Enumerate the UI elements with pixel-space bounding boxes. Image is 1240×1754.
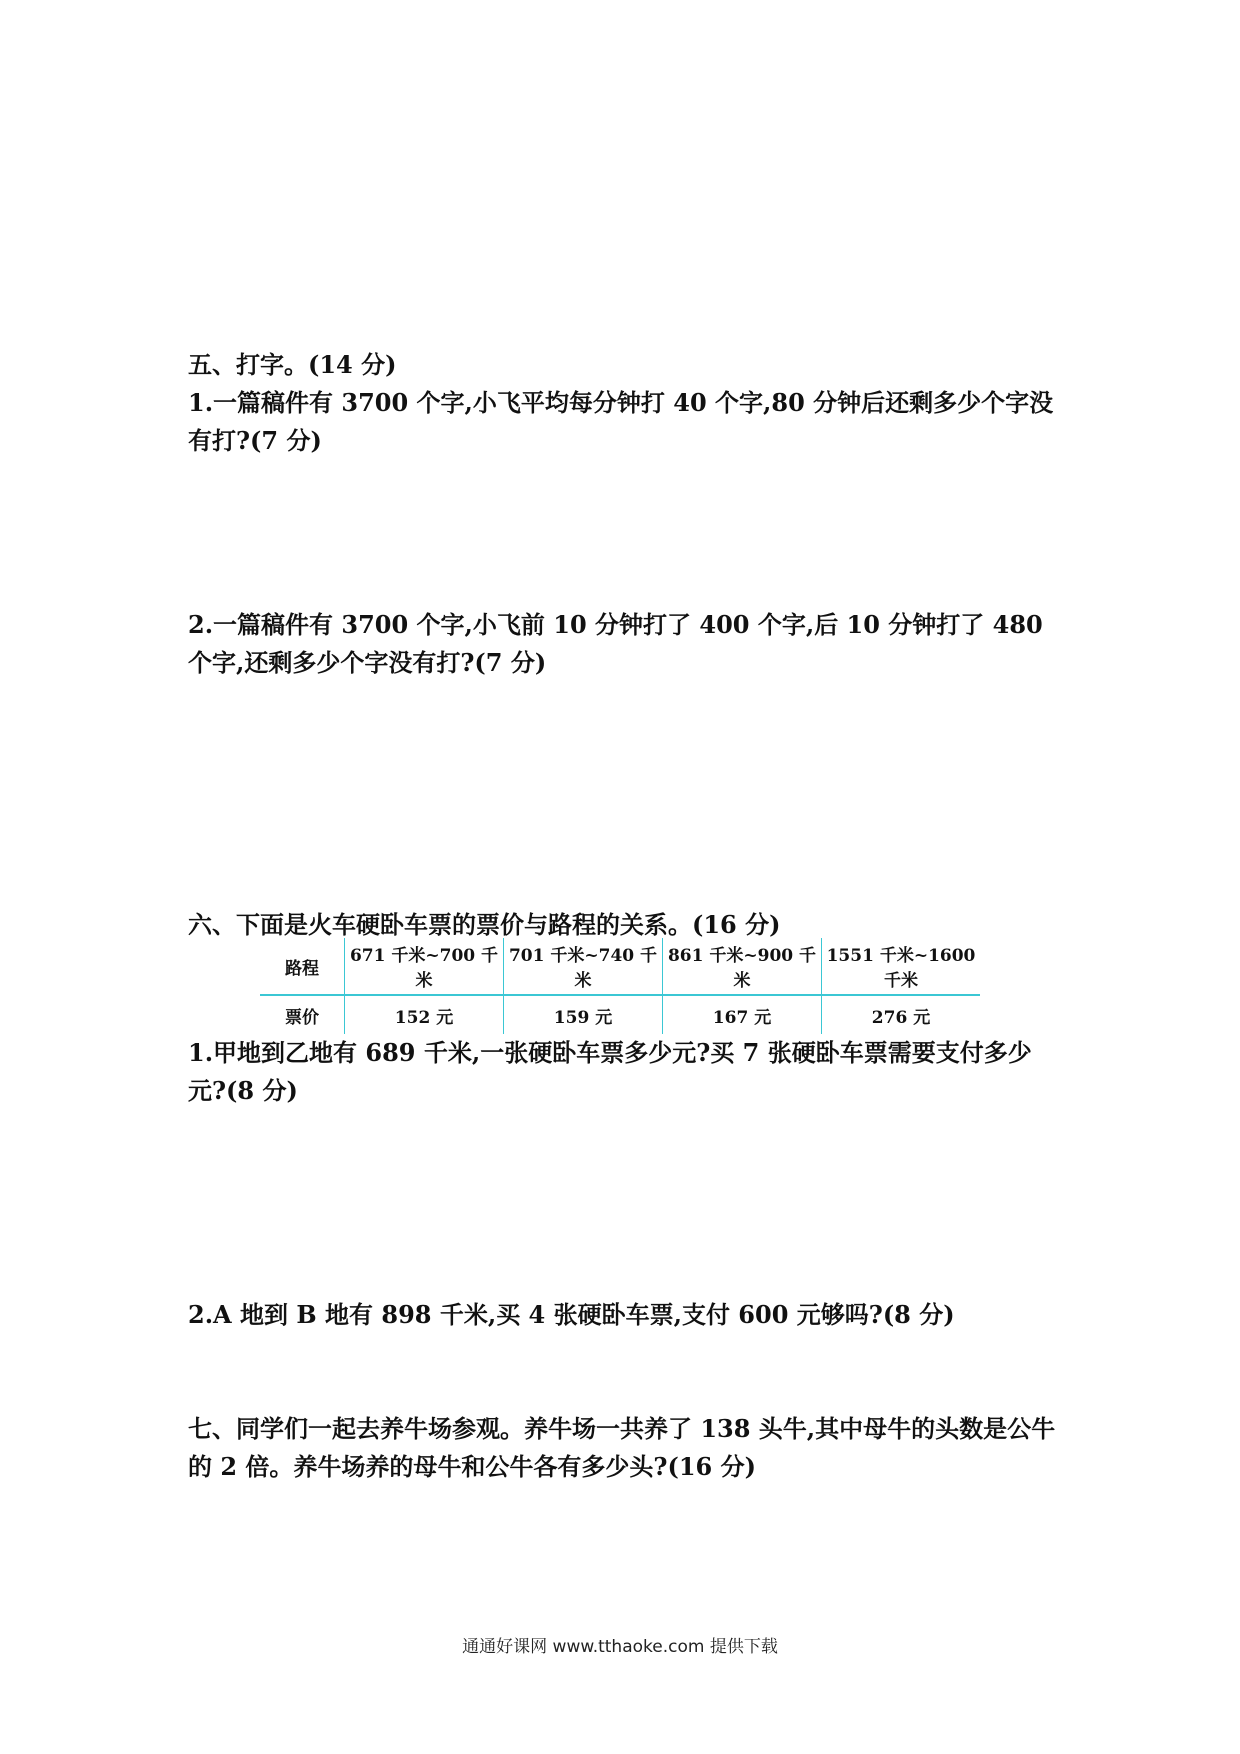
section-6-question-2-block — [188, 1296, 1068, 1334]
section-5-question-2: 2.一篇稿件有 3700 个字,小飞前 10 分钟打了 400 个字,后 10 分钟打了 480 个字,还剩多少个字没有打?(7 分) — [188, 610, 1043, 677]
fare-table-price-row — [260, 995, 980, 1034]
route-cell: 1551 千米~1600 千米 — [822, 938, 981, 995]
section-6-question-2: 2.A 地到 B 地有 898 千米,买 4 张硬卧车票,支付 600 元够吗?(8 分) — [188, 1300, 955, 1329]
section-6-question-1-block — [188, 1034, 1068, 1110]
footer-credit: 通通好课网 www.tthaoke.com 提供下载 — [462, 1637, 778, 1657]
section-6-heading: 六、下面是火车硬卧车票的票价与路程的关系。(16 分) — [188, 910, 781, 939]
route-cell: 701 千米~740 千米 — [504, 938, 663, 995]
price-cell: 159 元 — [504, 995, 663, 1034]
section-5-question-2-block — [188, 606, 1068, 682]
section-5-heading: 五、打字。(14 分) — [188, 350, 397, 379]
section-7 — [188, 1410, 1068, 1486]
price-cell: 276 元 — [871, 1007, 931, 1028]
price-label: 票价 — [260, 995, 345, 1034]
section-5-question-1: 1.一篇稿件有 3700 个字,小飞平均每分钟打 40 个字,80 分钟后还剩多少个字没有打?(7 分) — [188, 388, 1054, 455]
fare-table-route-row — [260, 938, 980, 995]
route-cell: 671 千米~700 千米 — [345, 938, 504, 995]
route-cell: 861 千米~900 千米 — [663, 938, 822, 995]
section-6-question-1: 1.甲地到乙地有 689 千米,一张硬卧车票多少元?买 7 张硬卧车票需要支付多少元?(8 分) — [188, 1038, 1032, 1105]
route-label: 路程 — [260, 938, 345, 995]
price-cell: 152 元 — [345, 995, 504, 1034]
fare-table — [260, 938, 980, 1034]
price-cell: 167 元 — [663, 995, 822, 1034]
section-7-question: 七、同学们一起去养牛场参观。养牛场一共养了 138 头牛,其中母牛的头数是公牛的 2 倍。养牛场养的母牛和公牛各有多少头?(16 分) — [188, 1414, 1056, 1481]
section-5 — [188, 346, 1068, 460]
